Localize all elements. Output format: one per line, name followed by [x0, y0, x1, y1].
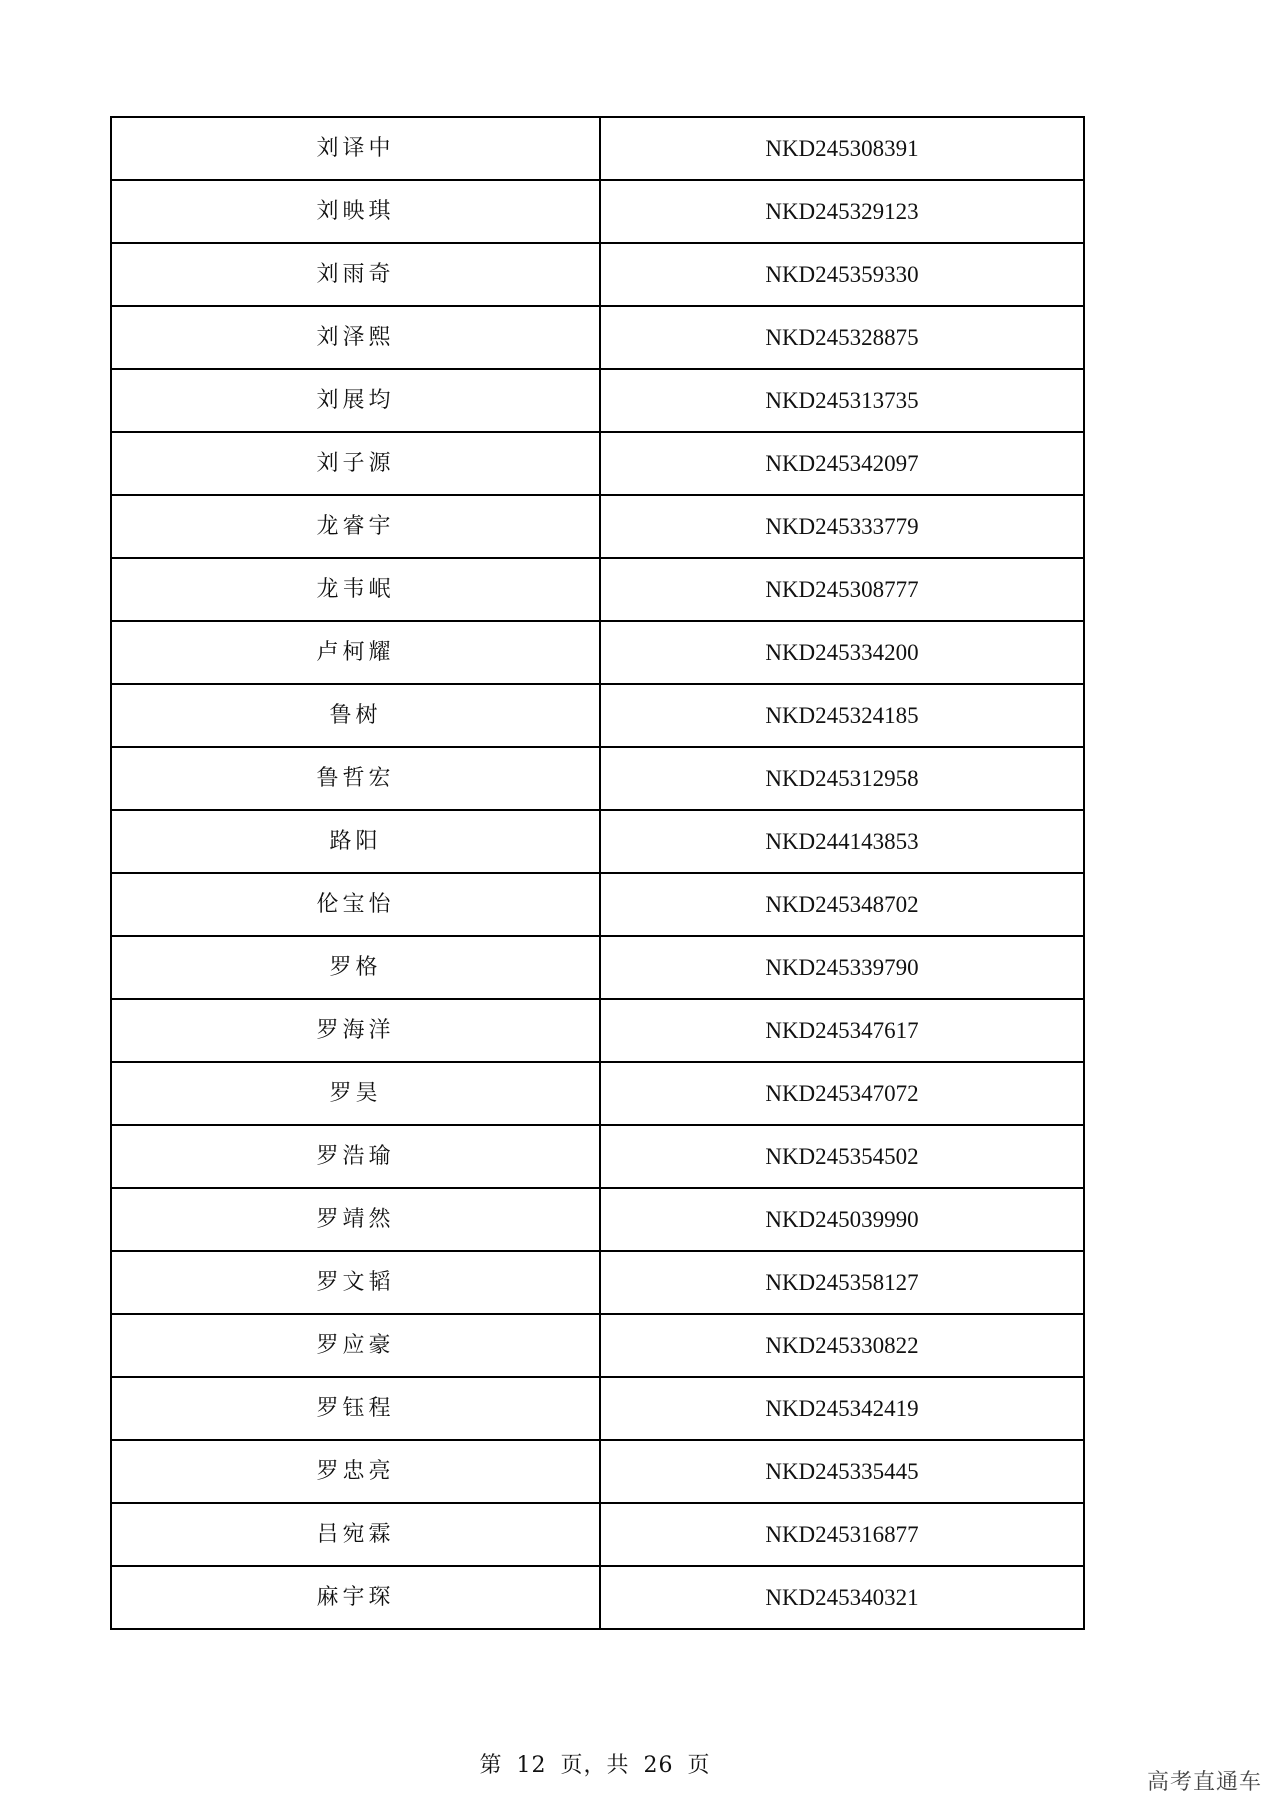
- table-row: [111, 1251, 1084, 1314]
- name-cell: 路阳: [111, 810, 600, 873]
- id-cell: NKD245333779: [600, 495, 1084, 558]
- footer-prefix: 第: [479, 1753, 503, 1778]
- id-cell: NKD244143853: [600, 810, 1084, 873]
- table-row: [111, 558, 1084, 621]
- table-row: [111, 999, 1084, 1062]
- name-cell: 罗昊: [111, 1062, 600, 1125]
- name-cell: 刘雨奇: [111, 243, 600, 306]
- name-cell: 刘译中: [111, 117, 600, 180]
- name-cell: 刘子源: [111, 432, 600, 495]
- table-row: [111, 306, 1084, 369]
- table-row: [111, 1188, 1084, 1251]
- id-cell: NKD245348702: [600, 873, 1084, 936]
- name-cell: 罗格: [111, 936, 600, 999]
- name-cell: 罗应豪: [111, 1314, 600, 1377]
- footer-middle: 页，共: [560, 1753, 630, 1778]
- id-cell: NKD245358127: [600, 1251, 1084, 1314]
- id-cell: NKD245342419: [600, 1377, 1084, 1440]
- name-cell: 罗靖然: [111, 1188, 600, 1251]
- id-cell: NKD245347617: [600, 999, 1084, 1062]
- name-cell: 卢柯耀: [111, 621, 600, 684]
- id-cell: NKD245328875: [600, 306, 1084, 369]
- name-cell: 罗海洋: [111, 999, 600, 1062]
- table-row: [111, 810, 1084, 873]
- name-cell: 罗忠亮: [111, 1440, 600, 1503]
- id-cell: NKD245359330: [600, 243, 1084, 306]
- table-row: [111, 1314, 1084, 1377]
- table-row: [111, 1125, 1084, 1188]
- table-row: [111, 243, 1084, 306]
- id-cell: NKD245308391: [600, 117, 1084, 180]
- name-id-table: [110, 116, 1085, 1630]
- id-cell: NKD245342097: [600, 432, 1084, 495]
- name-cell: 罗文韬: [111, 1251, 600, 1314]
- name-cell: 吕宛霖: [111, 1503, 600, 1566]
- id-cell: NKD245312958: [600, 747, 1084, 810]
- table-row: [111, 936, 1084, 999]
- footer-suffix: 页: [687, 1753, 711, 1778]
- table-body: [111, 117, 1084, 1629]
- table-row: [111, 747, 1084, 810]
- name-cell: 刘展均: [111, 369, 600, 432]
- name-cell: 刘映琪: [111, 180, 600, 243]
- name-cell: 鲁哲宏: [111, 747, 600, 810]
- table-row: [111, 1062, 1084, 1125]
- id-cell: NKD245347072: [600, 1062, 1084, 1125]
- id-cell: NKD245313735: [600, 369, 1084, 432]
- name-cell: 刘泽熙: [111, 306, 600, 369]
- table-row: [111, 117, 1084, 180]
- table-row: [111, 1377, 1084, 1440]
- id-cell: NKD245340321: [600, 1566, 1084, 1629]
- name-cell: 伦宝怡: [111, 873, 600, 936]
- table-row: [111, 1566, 1084, 1629]
- table-row: [111, 684, 1084, 747]
- name-cell: 龙睿宇: [111, 495, 600, 558]
- current-page-number: 12: [516, 1753, 547, 1778]
- name-cell: 鲁树: [111, 684, 600, 747]
- total-pages-number: 26: [643, 1753, 674, 1778]
- id-cell: NKD245039990: [600, 1188, 1084, 1251]
- name-cell: 罗浩瑜: [111, 1125, 600, 1188]
- id-cell: NKD245335445: [600, 1440, 1084, 1503]
- table-row: [111, 495, 1084, 558]
- name-cell: 罗钰程: [111, 1377, 600, 1440]
- table-row: [111, 180, 1084, 243]
- page-number-footer: [0, 1748, 1190, 1779]
- table-row: [111, 621, 1084, 684]
- watermark: 高考直通车: [1146, 1770, 1262, 1795]
- table-row: [111, 873, 1084, 936]
- id-cell: NKD245316877: [600, 1503, 1084, 1566]
- table-row: [111, 369, 1084, 432]
- table-row: [111, 1440, 1084, 1503]
- id-cell: NKD245339790: [600, 936, 1084, 999]
- name-cell: 麻宇琛: [111, 1566, 600, 1629]
- name-cell: 龙韦岷: [111, 558, 600, 621]
- table-row: [111, 1503, 1084, 1566]
- id-cell: NKD245334200: [600, 621, 1084, 684]
- id-cell: NKD245354502: [600, 1125, 1084, 1188]
- id-cell: NKD245329123: [600, 180, 1084, 243]
- id-cell: NKD245324185: [600, 684, 1084, 747]
- id-cell: NKD245308777: [600, 558, 1084, 621]
- table-row: [111, 432, 1084, 495]
- id-cell: NKD245330822: [600, 1314, 1084, 1377]
